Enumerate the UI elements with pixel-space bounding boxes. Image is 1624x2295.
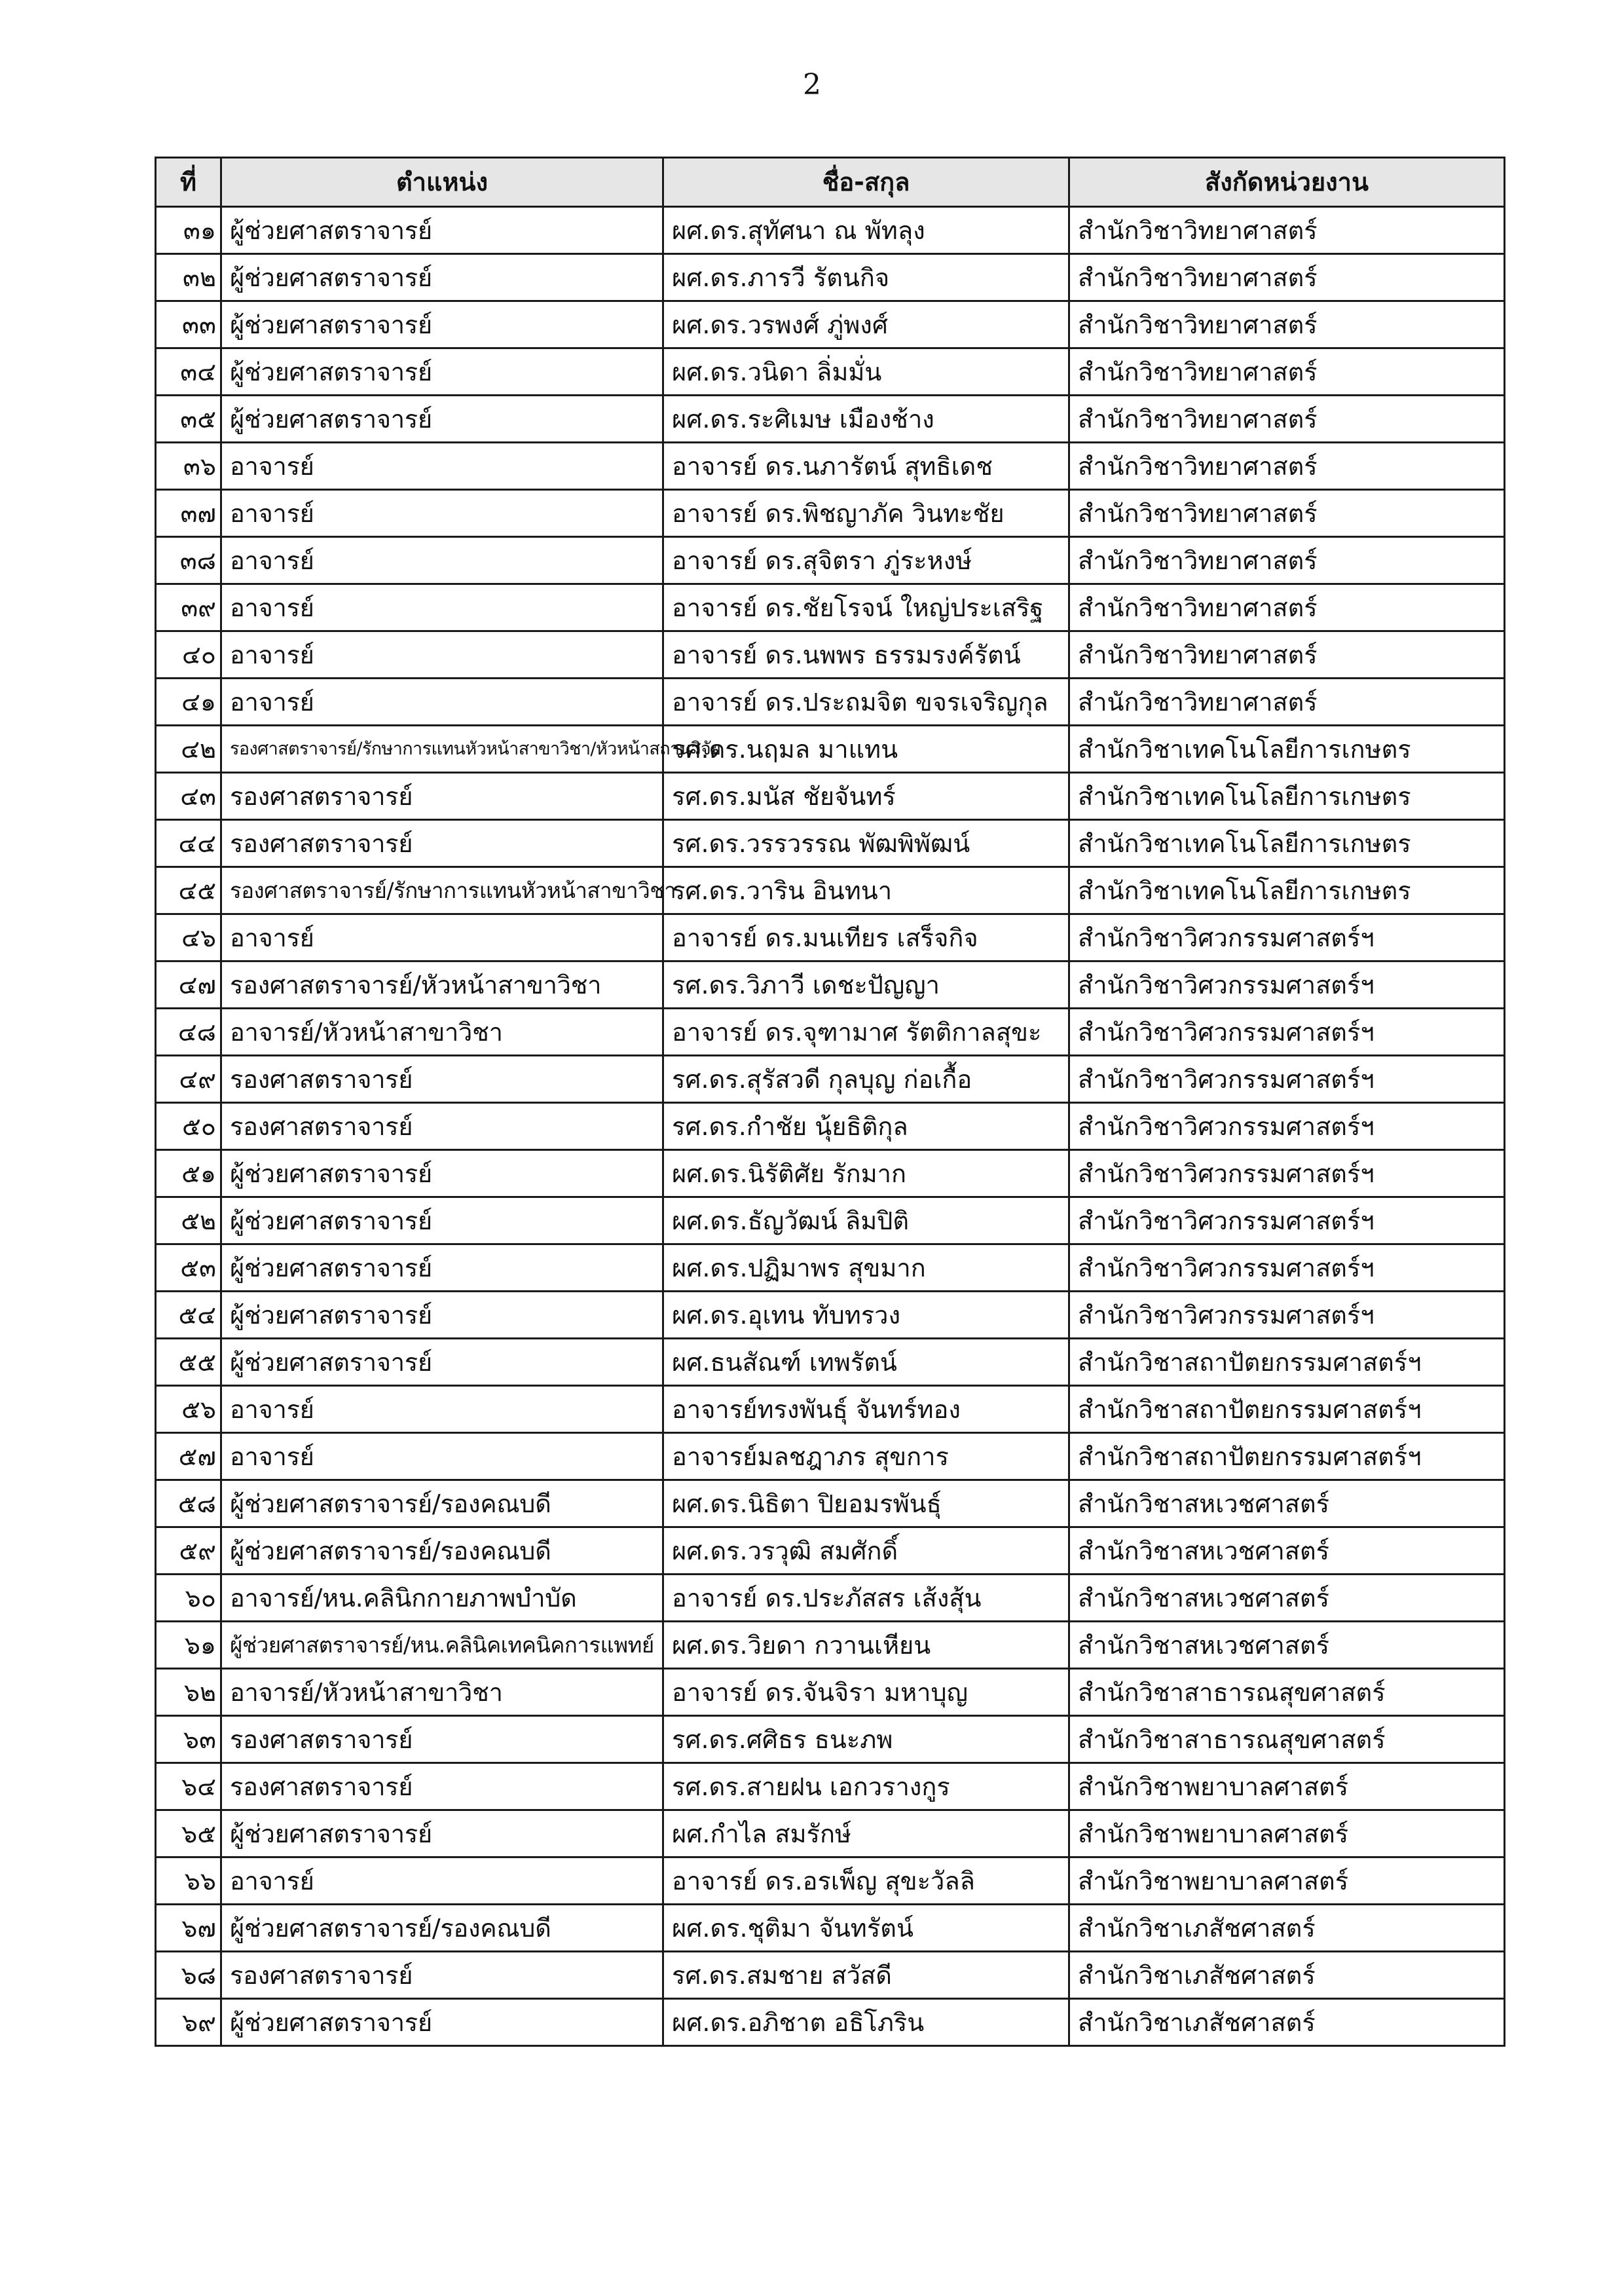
row-name: ผศ.ดร.ธัญวัฒน์ ลิมปิติ (663, 1197, 1069, 1244)
row-name: อาจารย์ ดร.จันจิรา มหาบุญ (663, 1669, 1069, 1716)
page-number: 2 (803, 68, 821, 102)
row-unit: สำนักวิชาวิศวกรรมศาสตร์ฯ (1069, 1150, 1505, 1197)
row-name: อาจารย์ ดร.ประภัสสร เส้งสุ้น (663, 1575, 1069, 1622)
row-position: ผู้ช่วยศาสตราจารย์/หน.คลินิคเทคนิคการแพทย์ (221, 1622, 663, 1669)
row-name: รศ.ดร.วาริน อินทนา (663, 867, 1069, 914)
row-unit: สำนักวิชาเภสัชศาสตร์ (1069, 1999, 1505, 2046)
row-name: อาจารย์ ดร.นภารัตน์ สุทธิเดช (663, 443, 1069, 490)
row-number: ๕๙ (156, 1527, 221, 1575)
table-row (156, 1952, 1505, 1999)
row-name: ผศ.ดร.ภารวี รัตนกิจ (663, 254, 1069, 301)
row-position: รองศาสตราจารย์ (221, 1716, 663, 1763)
row-unit: สำนักวิชาเภสัชศาสตร์ (1069, 1952, 1505, 1999)
row-position: รองศาสตราจารย์ (221, 1103, 663, 1150)
table-row (156, 396, 1505, 443)
table-row (156, 1292, 1505, 1339)
row-unit: สำนักวิชาวิทยาศาสตร์ (1069, 490, 1505, 537)
table-row (156, 490, 1505, 537)
row-name: อาจารย์มลชฎาภร สุขการ (663, 1433, 1069, 1480)
row-unit: สำนักวิชาสหเวชศาสตร์ (1069, 1575, 1505, 1622)
row-name: ผศ.ดร.นิธิตา ปิยอมรพันธุ์ (663, 1480, 1069, 1527)
row-position: รองศาสตราจารย์ (221, 1056, 663, 1103)
row-name: อาจารย์ ดร.จุฑามาศ รัตติกาลสุขะ (663, 1009, 1069, 1056)
row-name: รศ.ดร.สมชาย สวัสดี (663, 1952, 1069, 1999)
row-number: ๖๑ (156, 1622, 221, 1669)
table-row (156, 1575, 1505, 1622)
row-number: ๖๖ (156, 1857, 221, 1905)
row-position: ผู้ช่วยศาสตราจารย์/รองคณบดี (221, 1527, 663, 1575)
row-number: ๔๒ (156, 726, 221, 773)
row-unit: สำนักวิชาวิทยาศาสตร์ (1069, 348, 1505, 396)
table-row (156, 1716, 1505, 1763)
table-row (156, 1150, 1505, 1197)
row-number: ๔๙ (156, 1056, 221, 1103)
row-name: รศ.ดร.มนัส ชัยจันทร์ (663, 773, 1069, 820)
row-number: ๔๘ (156, 1009, 221, 1056)
table-row (156, 773, 1505, 820)
row-name: อาจารย์ทรงพันธุ์ จันทร์ทอง (663, 1386, 1069, 1433)
table-row (156, 1386, 1505, 1433)
row-unit: สำนักวิชาสถาปัตยกรรมศาสตร์ฯ (1069, 1339, 1505, 1386)
row-position: ผู้ช่วยศาสตราจารย์ (221, 1339, 663, 1386)
row-unit: สำนักวิชาวิศวกรรมศาสตร์ฯ (1069, 1056, 1505, 1103)
row-number: ๖๗ (156, 1905, 221, 1952)
row-unit: สำนักวิชาวิทยาศาสตร์ (1069, 631, 1505, 679)
row-unit: สำนักวิชาวิศวกรรมศาสตร์ฯ (1069, 914, 1505, 961)
table-row (156, 301, 1505, 348)
row-position: ผู้ช่วยศาสตราจารย์ (221, 1197, 663, 1244)
row-unit: สำนักวิชาวิทยาศาสตร์ (1069, 301, 1505, 348)
row-number: ๕๔ (156, 1292, 221, 1339)
row-unit: สำนักวิชาวิศวกรรมศาสตร์ฯ (1069, 1197, 1505, 1244)
table-row (156, 1905, 1505, 1952)
row-number: ๖๙ (156, 1999, 221, 2046)
row-unit: สำนักวิชาสหเวชศาสตร์ (1069, 1527, 1505, 1575)
row-unit: สำนักวิชาสาธารณสุขศาสตร์ (1069, 1669, 1505, 1716)
row-number: ๓๗ (156, 490, 221, 537)
row-number: ๖๘ (156, 1952, 221, 1999)
row-name: ผศ.ดร.อุเทน ทับทรวง (663, 1292, 1069, 1339)
row-position: ผู้ช่วยศาสตราจารย์ (221, 1999, 663, 2046)
table-row (156, 348, 1505, 396)
row-unit: สำนักวิชาเภสัชศาสตร์ (1069, 1905, 1505, 1952)
row-number: ๔๐ (156, 631, 221, 679)
row-unit: สำนักวิชาวิทยาศาสตร์ (1069, 537, 1505, 584)
table-row (156, 726, 1505, 773)
row-number: ๓๘ (156, 537, 221, 584)
row-position: ผู้ช่วยศาสตราจารย์ (221, 301, 663, 348)
table-row (156, 1009, 1505, 1056)
row-position: ผู้ช่วยศาสตราจารย์/รองคณบดี (221, 1905, 663, 1952)
row-number: ๓๔ (156, 348, 221, 396)
row-unit: สำนักวิชาวิทยาศาสตร์ (1069, 207, 1505, 254)
table-row (156, 207, 1505, 254)
row-name: ผศ.ดร.วรพงศ์ ภู่พงศ์ (663, 301, 1069, 348)
row-position: อาจารย์ (221, 1433, 663, 1480)
table-row (156, 1103, 1505, 1150)
row-number: ๕๖ (156, 1386, 221, 1433)
staff-table (155, 157, 1505, 2047)
row-position: รองศาสตราจารย์/รักษาการแทนหัวหน้าสาขาวิชา/หัวหน้าสถานวิจัย (221, 726, 663, 773)
row-number: ๓๒ (156, 254, 221, 301)
row-number: ๖๐ (156, 1575, 221, 1622)
row-unit: สำนักวิชาวิทยาศาสตร์ (1069, 254, 1505, 301)
table-row (156, 443, 1505, 490)
table-header-row (156, 158, 1505, 207)
table-row (156, 1480, 1505, 1527)
row-position: อาจารย์ (221, 679, 663, 726)
row-name: รศ.ดร.สายฝน เอกวรางกูร (663, 1763, 1069, 1810)
row-position: ผู้ช่วยศาสตราจารย์ (221, 1810, 663, 1857)
table-row (156, 1857, 1505, 1905)
row-position: รองศาสตราจารย์/รักษาการแทนหัวหน้าสาขาวิชา (221, 867, 663, 914)
row-unit: สำนักวิชาสถาปัตยกรรมศาสตร์ฯ (1069, 1386, 1505, 1433)
row-number: ๖๓ (156, 1716, 221, 1763)
row-position: อาจารย์ (221, 490, 663, 537)
row-position: รองศาสตราจารย์ (221, 1952, 663, 1999)
table-row (156, 254, 1505, 301)
table-row (156, 1999, 1505, 2046)
table-row (156, 1197, 1505, 1244)
row-name: อาจารย์ ดร.นพพร ธรรมรงค์รัตน์ (663, 631, 1069, 679)
row-name: อาจารย์ ดร.ประถมจิต ขจรเจริญกุล (663, 679, 1069, 726)
table-row (156, 631, 1505, 679)
row-name: รศ.ดร.สุรัสวดี กุลบุญ ก่อเกื้อ (663, 1056, 1069, 1103)
row-number: ๖๒ (156, 1669, 221, 1716)
row-name: ผศ.ธนสัณฑ์ เทพรัตน์ (663, 1339, 1069, 1386)
row-position: ผู้ช่วยศาสตราจารย์ (221, 396, 663, 443)
row-position: อาจารย์/หัวหน้าสาขาวิชา (221, 1009, 663, 1056)
header-position: ตำแหน่ง (221, 158, 663, 207)
row-name: ผศ.ดร.ชุติมา จันทรัตน์ (663, 1905, 1069, 1952)
row-unit: สำนักวิชาวิศวกรรมศาสตร์ฯ (1069, 1244, 1505, 1292)
row-unit: สำนักวิชาวิทยาศาสตร์ (1069, 443, 1505, 490)
row-position: ผู้ช่วยศาสตราจารย์ (221, 1244, 663, 1292)
row-unit: สำนักวิชาวิศวกรรมศาสตร์ฯ (1069, 1103, 1505, 1150)
header-number: ที่ (156, 158, 221, 207)
table-row (156, 1810, 1505, 1857)
row-number: ๓๓ (156, 301, 221, 348)
row-number: ๔๖ (156, 914, 221, 961)
row-position: ผู้ช่วยศาสตราจารย์ (221, 348, 663, 396)
row-name: ผศ.ดร.อภิชาต อธิโภริน (663, 1999, 1069, 2046)
table-row (156, 1433, 1505, 1480)
row-unit: สำนักวิชาวิทยาศาสตร์ (1069, 584, 1505, 631)
row-number: ๕๒ (156, 1197, 221, 1244)
row-name: ผศ.ดร.นิรัติศัย รักมาก (663, 1150, 1069, 1197)
row-name: อาจารย์ ดร.มนเทียร เสร็จกิจ (663, 914, 1069, 961)
row-number: ๕๑ (156, 1150, 221, 1197)
table-row (156, 820, 1505, 867)
header-name: ชื่อ-สกุล (663, 158, 1069, 207)
table-row (156, 961, 1505, 1009)
table-row (156, 1669, 1505, 1716)
row-name: ผศ.กำไล สมรักษ์ (663, 1810, 1069, 1857)
row-name: อาจารย์ ดร.ชัยโรจน์ ใหญ่ประเสริฐ (663, 584, 1069, 631)
row-position: อาจารย์ (221, 1857, 663, 1905)
row-number: ๕๐ (156, 1103, 221, 1150)
row-unit: สำนักวิชาพยาบาลศาสตร์ (1069, 1857, 1505, 1905)
row-position: อาจารย์/หน.คลินิกกายภาพบำบัด (221, 1575, 663, 1622)
table-row (156, 1763, 1505, 1810)
row-position: ผู้ช่วยศาสตราจารย์ (221, 1292, 663, 1339)
row-position: รองศาสตราจารย์ (221, 1763, 663, 1810)
row-name: รศ.ดร.นฤมล มาแทน (663, 726, 1069, 773)
row-name: รศ.ดร.กำชัย นุ้ยธิติกุล (663, 1103, 1069, 1150)
row-position: ผู้ช่วยศาสตราจารย์ (221, 207, 663, 254)
row-unit: สำนักวิชาสาธารณสุขศาสตร์ (1069, 1716, 1505, 1763)
row-unit: สำนักวิชาพยาบาลศาสตร์ (1069, 1810, 1505, 1857)
table-row (156, 1244, 1505, 1292)
row-position: ผู้ช่วยศาสตราจารย์ (221, 254, 663, 301)
row-number: ๔๔ (156, 820, 221, 867)
table-row (156, 1622, 1505, 1669)
table-row (156, 1339, 1505, 1386)
row-unit: สำนักวิชาสถาปัตยกรรมศาสตร์ฯ (1069, 1433, 1505, 1480)
table-row (156, 679, 1505, 726)
row-position: ผู้ช่วยศาสตราจารย์ (221, 1150, 663, 1197)
row-name: รศ.ดร.วรรวรรณ พัฒพิพัฒน์ (663, 820, 1069, 867)
row-name: ผศ.ดร.สุทัศนา ณ พัทลุง (663, 207, 1069, 254)
row-name: รศ.ดร.วิภาวี เดชะปัญญา (663, 961, 1069, 1009)
row-position: รองศาสตราจารย์ (221, 773, 663, 820)
row-name: รศ.ดร.ศศิธร ธนะภพ (663, 1716, 1069, 1763)
row-unit: สำนักวิชาวิทยาศาสตร์ (1069, 396, 1505, 443)
row-unit: สำนักวิชาเทคโนโลยีการเกษตร (1069, 867, 1505, 914)
row-unit: สำนักวิชาวิศวกรรมศาสตร์ฯ (1069, 1292, 1505, 1339)
row-number: ๕๘ (156, 1480, 221, 1527)
header-unit: สังกัดหน่วยงาน (1069, 158, 1505, 207)
row-number: ๔๓ (156, 773, 221, 820)
row-position: ผู้ช่วยศาสตราจารย์/รองคณบดี (221, 1480, 663, 1527)
row-unit: สำนักวิชาวิทยาศาสตร์ (1069, 679, 1505, 726)
row-unit: สำนักวิชาสหเวชศาสตร์ (1069, 1622, 1505, 1669)
table-body (156, 207, 1505, 2046)
row-number: ๕๓ (156, 1244, 221, 1292)
row-unit: สำนักวิชาเทคโนโลยีการเกษตร (1069, 773, 1505, 820)
row-name: อาจารย์ ดร.พิชญาภัค วินทะชัย (663, 490, 1069, 537)
table-row (156, 1056, 1505, 1103)
row-position: อาจารย์ (221, 1386, 663, 1433)
row-name: ผศ.ดร.วิยดา กวานเหียน (663, 1622, 1069, 1669)
row-number: ๔๕ (156, 867, 221, 914)
row-unit: สำนักวิชาเทคโนโลยีการเกษตร (1069, 820, 1505, 867)
row-number: ๖๔ (156, 1763, 221, 1810)
row-name: ผศ.ดร.วรวุฒิ สมศักดิ์ (663, 1527, 1069, 1575)
row-position: อาจารย์ (221, 914, 663, 961)
row-number: ๖๕ (156, 1810, 221, 1857)
row-number: ๕๕ (156, 1339, 221, 1386)
row-position: อาจารย์ (221, 631, 663, 679)
table-row (156, 584, 1505, 631)
row-number: ๔๗ (156, 961, 221, 1009)
row-unit: สำนักวิชาเทคโนโลยีการเกษตร (1069, 726, 1505, 773)
row-number: ๓๙ (156, 584, 221, 631)
row-number: ๔๑ (156, 679, 221, 726)
row-number: ๕๗ (156, 1433, 221, 1480)
row-position: อาจารย์ (221, 443, 663, 490)
row-number: ๓๕ (156, 396, 221, 443)
row-unit: สำนักวิชาวิศวกรรมศาสตร์ฯ (1069, 1009, 1505, 1056)
row-name: ผศ.ดร.วนิดา ลิ่มมั่น (663, 348, 1069, 396)
row-unit: สำนักวิชาวิศวกรรมศาสตร์ฯ (1069, 961, 1505, 1009)
table-row (156, 914, 1505, 961)
row-name: ผศ.ดร.ระศิเมษ เมืองช้าง (663, 396, 1069, 443)
row-position: รองศาสตราจารย์ (221, 820, 663, 867)
row-name: ผศ.ดร.ปฏิมาพร สุขมาก (663, 1244, 1069, 1292)
row-unit: สำนักวิชาสหเวชศาสตร์ (1069, 1480, 1505, 1527)
row-name: อาจารย์ ดร.อรเพ็ญ สุขะวัลลิ (663, 1857, 1069, 1905)
row-position: อาจารย์ (221, 584, 663, 631)
row-number: ๓๖ (156, 443, 221, 490)
row-number: ๓๑ (156, 207, 221, 254)
row-position: รองศาสตราจารย์/หัวหน้าสาขาวิชา (221, 961, 663, 1009)
row-name: อาจารย์ ดร.สุจิตรา ภู่ระหงษ์ (663, 537, 1069, 584)
table-row (156, 537, 1505, 584)
table-row (156, 1527, 1505, 1575)
row-position: อาจารย์ (221, 537, 663, 584)
table-row (156, 867, 1505, 914)
row-unit: สำนักวิชาพยาบาลศาสตร์ (1069, 1763, 1505, 1810)
row-position: อาจารย์/หัวหน้าสาขาวิชา (221, 1669, 663, 1716)
